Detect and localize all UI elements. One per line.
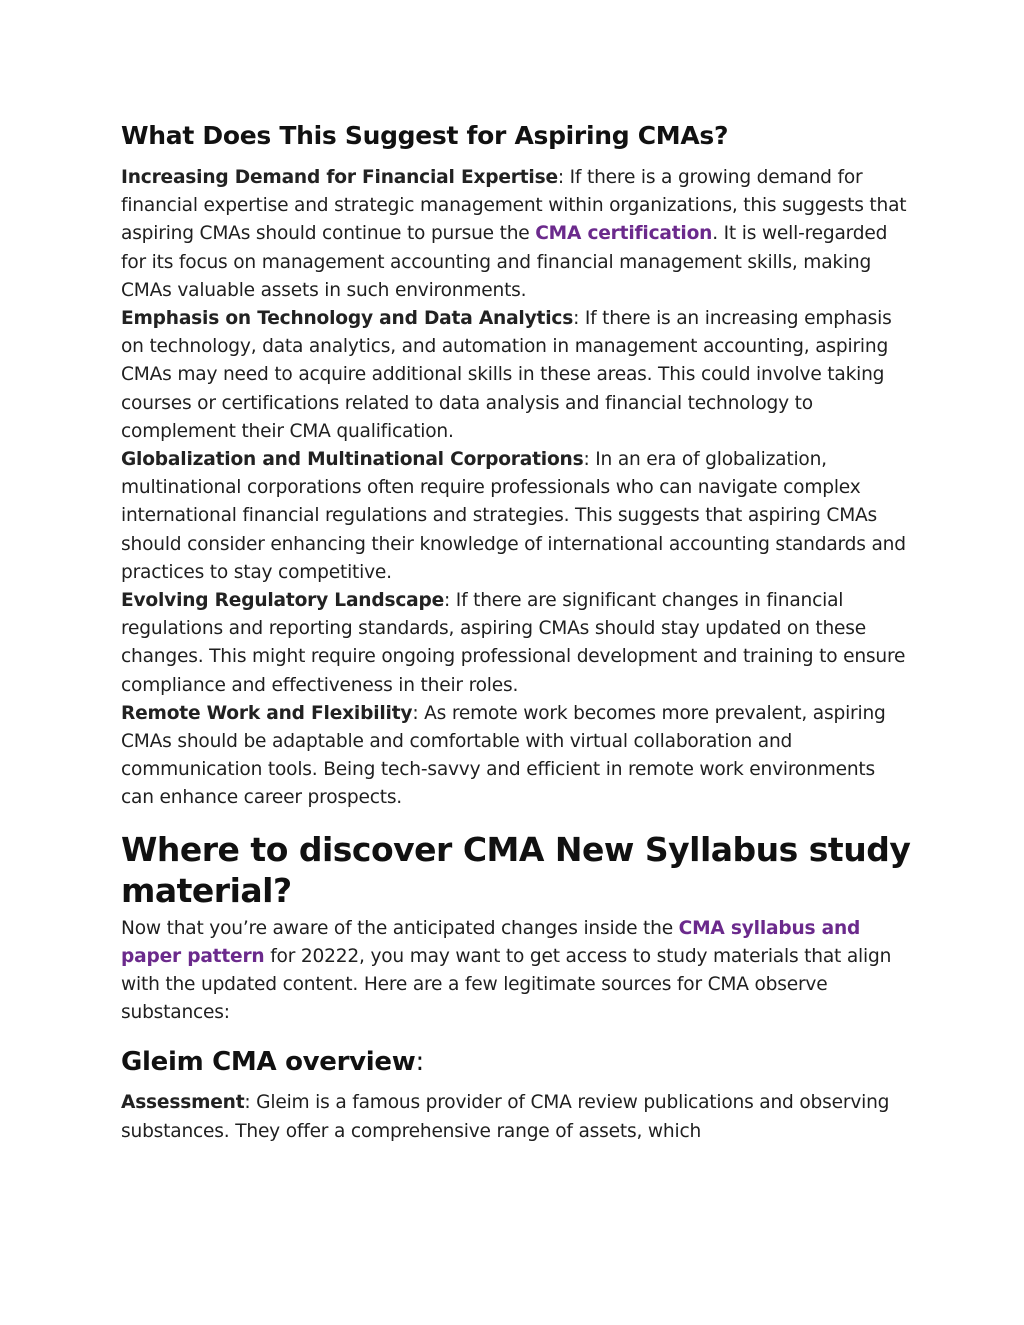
section-heading-study-material: Where to discover CMA New Syllabus study material? <box>121 829 911 910</box>
paragraph-assessment: Assessment: Gleim is a famous provider of CMA review publications and observing substances. They offer a comprehensive range of assets, which <box>121 1092 890 1142</box>
term-regulatory: Evolving Regulatory Landscape <box>121 590 445 612</box>
paragraph-globalization: Globalization and Multinational Corporations: In an era of globalization, multinational corporations often require professionals who can navigate complex international financial regulations and strategies. This suggests that aspiring CMAs should consider enhancing their knowledge of international accounting standards and practices to stay competitive. <box>121 449 906 583</box>
document-page <box>121 116 911 1146</box>
cma-certification-link[interactable]: CMA certification <box>535 223 713 245</box>
section-heading-gleim: Gleim CMA overview: <box>121 1047 424 1078</box>
term-globalization: Globalization and Multinational Corporations <box>121 449 584 471</box>
term-demand: Increasing Demand for Financial Expertise <box>121 167 558 188</box>
section-heading-aspiring-cmas: What Does This Suggest for Aspiring CMAs? <box>121 121 729 150</box>
term-remote-work: Remote Work and Flexibility <box>121 702 413 724</box>
paragraph-technology: Emphasis on Technology and Data Analytics: If there is an increasing emphasis on technology, data analytics, and automation in management accounting, aspiring CMAs may need to acquire additional skills in these areas. This could involve taking courses or certifications related to data analysis and financial technology to complement their CMA qualification. <box>121 308 892 442</box>
paragraph-regulatory: Evolving Regulatory Landscape: If there are significant changes in financial regulations and reporting standards, aspiring CMAs should stay updated on these changes. This might require ongoing professional development and training to ensure compliance and effectiveness in their roles. <box>121 590 906 696</box>
term-technology: Emphasis on Technology and Data Analytics <box>121 308 574 330</box>
cma-syllabus-link[interactable]: CMA syllabus and paper pattern <box>121 917 861 967</box>
term-assessment: Assessment <box>121 1092 245 1114</box>
paragraph-study-material: Now that you’re aware of the anticipated changes inside the CMA syllabus and paper pattern for 20222, you may want to get access to study materials that align with the updated content. Here are a few legitimate sources for CMA observe substances: <box>121 917 892 1024</box>
paragraph-remote-work: Remote Work and Flexibility: As remote work becomes more prevalent, aspiring CMAs should be adaptable and comfortable with virtual collaboration and communication tools. Being tech-savvy and efficient in remote work environments can enhance career prospects. <box>121 702 886 809</box>
paragraph-demand: Increasing Demand for Financial Expertise: If there is a growing demand for financial expertise and strategic management within organizations, this suggests that aspiring CMAs should continue to pursue the CMA certification. It is well-regarded for its focus on management accounting and financial management skills, making CMAs valuable assets in such environments. <box>121 167 907 301</box>
